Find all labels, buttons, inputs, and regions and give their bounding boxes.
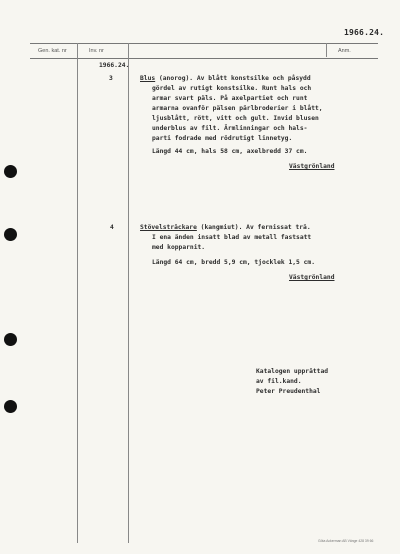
header-inv: Inv. nr — [89, 48, 104, 54]
item-dimensions: Längd 64 cm, bredd 5,9 cm, tjocklek 1,5 cm. — [152, 259, 316, 266]
item-origin: Västgrönland — [289, 274, 335, 281]
item-description-line: parti fodrade med rödrutigt linnetyg. — [152, 135, 293, 142]
item-description-line: Stövelsträckare (kangmiut). Av fernissat trä. — [140, 224, 311, 231]
item-name: Blus — [140, 75, 156, 82]
signature-name: Peter Preudenthal — [256, 388, 321, 395]
item-name: Stövelsträckare — [140, 224, 197, 231]
header-gen-kat: Gen. kat. nr — [38, 48, 67, 54]
punch-hole — [4, 400, 17, 413]
printer-mark: Göta Ackerman AB Vänge 428 39 66 — [318, 539, 374, 543]
punch-hole — [4, 165, 17, 178]
item-description-line: ljusblått, rött, vitt och gult. Invid blusen — [152, 115, 319, 122]
signature-line: av fil.kand. — [256, 378, 302, 385]
punch-hole — [4, 228, 17, 241]
item-description-line: gördel av rutigt konstsilke. Runt hals och — [152, 85, 312, 92]
item-description-line: armarna ovanför pälsen pärlbroderier i blått, — [152, 105, 323, 112]
item-description-line: armar svart päls. På axelpartiet och runt — [152, 95, 308, 102]
punch-hole — [4, 333, 17, 346]
item-description-line: I ena änden insatt blad av metall fastsatt — [152, 234, 312, 241]
column-rule-2 — [128, 43, 129, 543]
column-rule-1 — [77, 43, 78, 543]
item-description-line: med kopparnit. — [152, 244, 206, 251]
signature-line: Katalogen upprättad — [256, 368, 329, 375]
item-description-line: underblus av filt. Ärmlinningar och hals- — [152, 125, 308, 132]
page-reference: 1966.24. — [344, 28, 385, 37]
header-anm: Anm. — [338, 48, 351, 54]
item-description-line: Blus (anorog). Av blått konstsilke och påsydd — [140, 75, 311, 82]
item-origin: Västgrönland — [289, 163, 335, 170]
column-rule-3 — [326, 43, 327, 57]
item-year: 1966.24. — [99, 62, 130, 69]
item-number: 4 — [110, 224, 114, 231]
item-number: 3 — [109, 75, 113, 82]
item-dimensions: Längd 44 cm, hals 58 cm, axelbredd 37 cm. — [152, 148, 308, 155]
